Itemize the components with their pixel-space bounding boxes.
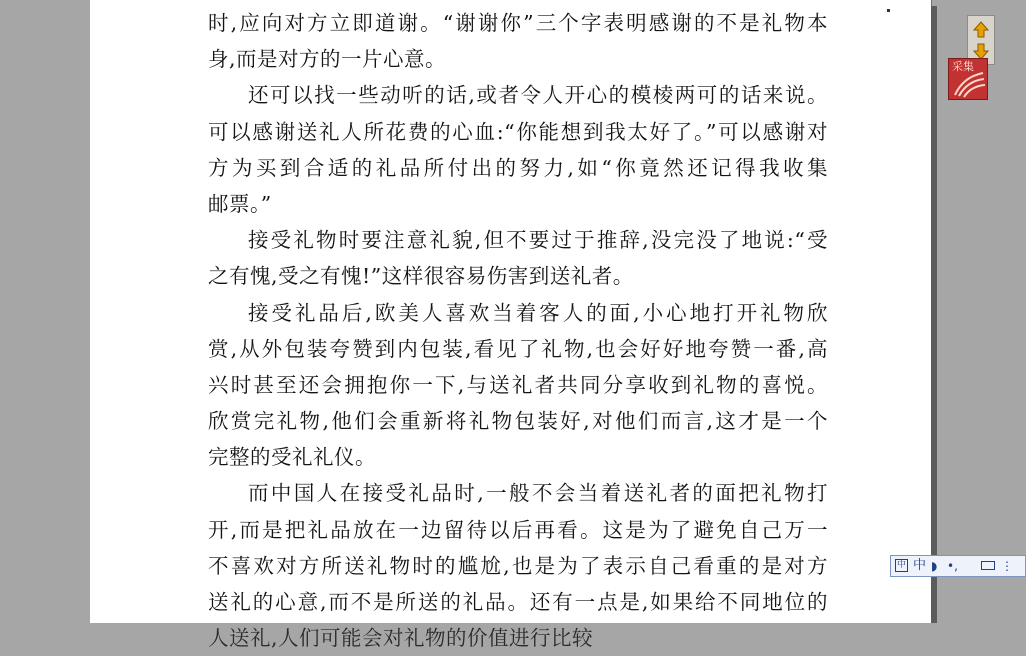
text-line: 接受礼品后,欧美人喜欢当着客人的面,小心地打开礼物欣 — [248, 300, 828, 325]
ime-logo-icon[interactable]: 中 — [896, 560, 906, 570]
text-line: 兴时甚至还会拥抱你一下,与送礼者共同分享收到礼物的喜悦。 — [208, 372, 828, 397]
text-line: 方为买到合适的礼品所付出的努力,如“你竟然还记得我收集 — [208, 155, 828, 180]
capture-logo-label: 采集 — [952, 60, 974, 73]
text-line: 欣赏完礼物,他们会重新将礼物包装好,对他们而言,这才是一个 — [208, 409, 828, 434]
text-line: 赏,从外包装夸赞到内包装,看见了礼物,也会好好地夸赞一番,高 — [208, 336, 828, 361]
text-line: 人送礼,人们可能会对礼物的价值进行比较 — [208, 626, 594, 651]
page-text — [208, 5, 828, 656]
text-line: 之有愧,受之有愧!”这样很容易伤害到送礼者。 — [208, 264, 634, 289]
ime-menu-button[interactable]: ⋮ — [1001, 559, 1013, 573]
text-line: 不喜欢对方所送礼物时的尴尬,也是为了表示自己看重的是对方 — [208, 553, 828, 578]
keyboard-icon[interactable] — [981, 561, 995, 570]
text-line: 送礼的心意,而不是所送的礼品。还有一点是,如果给不同地位的 — [208, 590, 828, 614]
left-gutter — [0, 0, 90, 623]
arrow-up-icon[interactable] — [972, 21, 990, 39]
page-speck — [887, 9, 890, 12]
page-shadow — [931, 6, 937, 623]
text-line: 身,而是对方的一片心意。 — [208, 47, 447, 72]
text-line: 还可以找一些动听的话,或者令人开心的模棱两可的话来说。 — [248, 83, 828, 108]
ime-punctuation-toggle[interactable]: •, — [947, 559, 958, 573]
text-line: 邮票。” — [208, 191, 272, 216]
capture-logo-button[interactable] — [948, 58, 988, 100]
document-page — [90, 0, 931, 651]
text-line: 完整的受礼礼仪。 — [208, 445, 376, 470]
text-line: 时,应向对方立即道谢。“谢谢你”三个字表明感谢的不是礼物本 — [208, 11, 828, 35]
capture-logo-icon — [949, 59, 987, 99]
text-line: 接受礼物时要注意礼貌,但不要过于推辞,没完没了地说:“受 — [248, 228, 828, 253]
text-line: 可以感谢送礼人所花费的心血:“你能想到我太好了。”可以感谢对 — [208, 119, 828, 144]
ime-toolbar — [890, 555, 1026, 577]
ime-language-toggle[interactable]: 中 — [913, 558, 927, 573]
text-line: 而中国人在接受礼品时,一般不会当着送礼者的面把礼物打 — [248, 481, 828, 506]
text-line: 开,而是把礼品放在一边留待以后再看。这是为了避免自己万一 — [208, 517, 828, 542]
ime-width-toggle[interactable]: ◗ — [931, 559, 938, 573]
